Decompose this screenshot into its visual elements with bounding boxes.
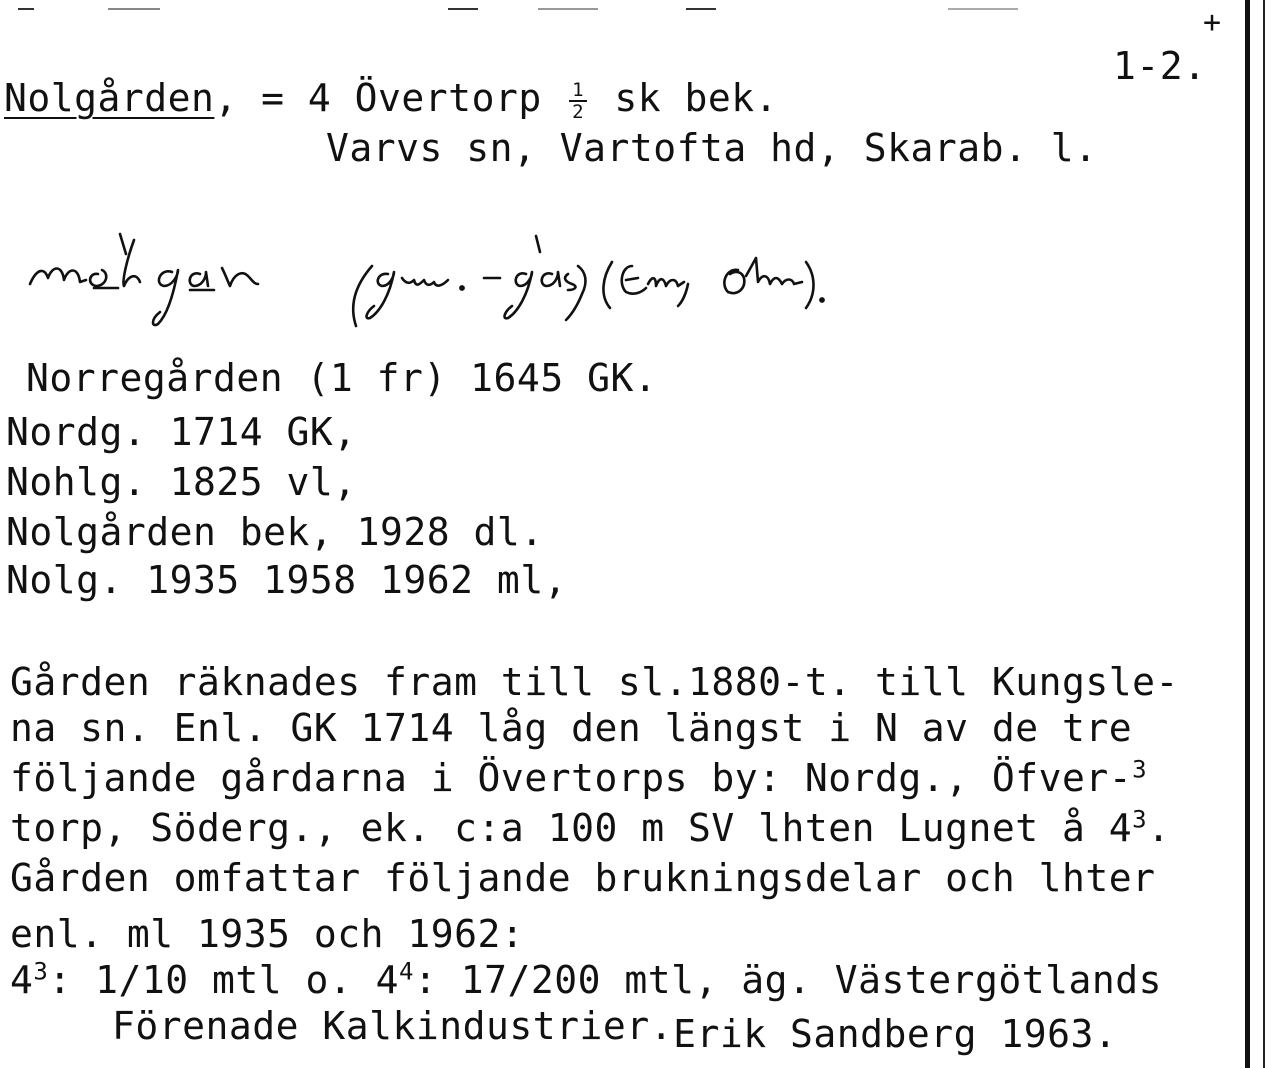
note-line-2: na sn. Enl. GK 1714 låg den längst i N av de tre <box>10 706 1133 750</box>
card-edge <box>1263 0 1265 1068</box>
scan-artifact <box>686 8 716 10</box>
note-line-8: Förenade Kalkindustrier.Erik Sandberg 1963. <box>112 1004 1118 1056</box>
handwritten-pronunciation <box>22 222 982 332</box>
signature: Erik Sandberg 1963. <box>673 1012 1118 1056</box>
card-edge <box>1245 0 1250 1068</box>
note-line-3: följande gårdarna i Övertorps by: Nordg., Öfver-$^3$ <box>10 755 1148 800</box>
form-line-5: Nolg. 1935 1958 1962 ml, <box>6 558 568 602</box>
scan-artifact <box>948 8 1018 10</box>
heading-rest: , = 4 Övertorp <box>214 76 566 120</box>
note-line-4: torp, Söderg., ek. c:a 100 m SV lhten Lugnet å $4^3$. <box>10 805 1171 850</box>
location-line: Varvs sn, Vartofta hd, Skarab. l. <box>326 126 1098 170</box>
scan-artifact <box>538 8 598 10</box>
form-line-2: Nordg. 1714 GK, <box>6 410 357 454</box>
plus-mark: + <box>1203 5 1222 40</box>
note-line-7: $4^3$: 1/10 mtl o. $4^4$: 17/200 mtl, äg. Västergötlands <box>10 957 1163 1002</box>
scan-artifact <box>18 8 34 10</box>
note-line-5: Gården omfattar följande brukningsdelar och lhter <box>10 856 1156 900</box>
scan-artifact <box>448 8 478 10</box>
heading-rest-2: sk bek. <box>591 76 779 120</box>
form-line-3: Nohlg. 1825 vl, <box>6 460 357 504</box>
fraction-half: $\frac{1}{2}$ <box>569 80 587 122</box>
note-line-6: enl. ml 1935 och 1962: <box>10 912 525 956</box>
headword: Nolgården <box>4 76 215 120</box>
form-line-1: Norregården (1 fr) 1645 GK. <box>26 356 658 400</box>
note-line-1: Gården räknades fram till sl.1880-t. till Kungsle- <box>10 660 1179 704</box>
heading-line <box>4 76 778 122</box>
scan-artifact <box>108 8 160 10</box>
catalog-number: 1-2. <box>1113 44 1207 88</box>
form-line-4: Nolgården bek, 1928 dl. <box>6 510 544 554</box>
